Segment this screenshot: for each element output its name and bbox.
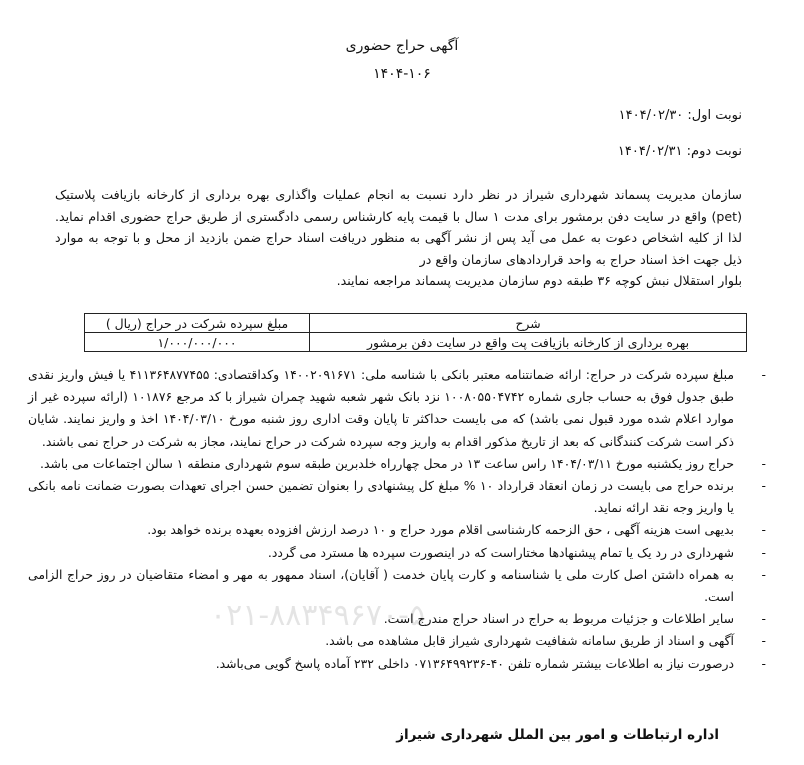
- phone-watermark: ۰۲۱-۸۸۳۴۹۶۷۰-۵: [210, 598, 426, 633]
- list-item: [28, 564, 772, 608]
- bullet-dash: -: [761, 611, 766, 627]
- row-deposit-amount: ۱/۰۰۰/۰۰۰/۰۰۰: [85, 333, 310, 352]
- term-guarantee: برنده حراج می بایست در زمان انعقاد قرارداد ۱۰ % مبلغ کل پیشنهادی را بعنوان تضمین حسن اجرای تعهدات بصورت ضمانت نامه بانکی یا واریز وجه نقد ارائه نماید.: [28, 478, 735, 516]
- term-documents: به همراه داشتن اصل کارت ملی یا شناسنامه و کارت پایان خدمت ( آقایان)، اسناد ممهور به مهر و امضاء متقاضیان در روز حراج الزامی است.: [28, 566, 734, 605]
- deposit-table: [84, 313, 747, 352]
- bullet-dash: -: [761, 544, 766, 560]
- list-item: [28, 475, 772, 519]
- row-description: بهره برداری از کارخانه بازیافت پت واقع در سایت دفن برمشور: [310, 333, 747, 352]
- list-item: [28, 542, 772, 564]
- header-description: شرح: [310, 314, 747, 333]
- issuer-signature: اداره ارتباطات و امور بین الملل شهرداری شیراز: [396, 727, 719, 743]
- term-other-info: سایر اطلاعات و جزئیات مربوط به حراج در اسناد حراج مندرج است.: [383, 611, 734, 627]
- bullet-dash: -: [761, 367, 766, 382]
- bullet-dash: -: [761, 478, 766, 494]
- term-auction-time: حراج روز یکشنبه مورخ ۱۴۰۴/۰۳/۱۱ راس ساعت ۱۳ در محل چهارراه خلدبرین طبقه سوم شهرداری منطقه ۱ سالن اجتماعات می باشد.: [40, 455, 734, 471]
- header-deposit-amount: مبلغ سپرده شرکت در حراج (ریال ): [85, 314, 310, 333]
- list-item: [28, 653, 772, 675]
- list-item: [28, 608, 772, 630]
- notice-number: ۱۴۰۴-۱۰۶: [373, 66, 431, 82]
- list-item: [28, 630, 772, 652]
- bullet-dash: -: [761, 566, 766, 582]
- bullet-dash: -: [761, 522, 766, 538]
- notice-title: آگهی حراج حضوری: [345, 38, 459, 54]
- terms-list: [28, 364, 772, 675]
- bullet-dash: -: [761, 455, 766, 471]
- term-transparency: آگهی و اسناد از طریق سامانه شفافیت شهرداری شیراز قابل مشاهده می باشد.: [325, 633, 734, 649]
- intro-paragraph: [55, 184, 742, 292]
- bullet-dash: -: [761, 655, 766, 671]
- list-item: [28, 364, 772, 453]
- table-row: [85, 333, 747, 352]
- term-contact-phone: درصورت نیاز به اطلاعات بیشتر شماره تلفن ۴۰-۰۷۱۳۶۴۹۹۲۳۶ داخلی ۲۳۲ آماده پاسخ گویی می‌باشد.: [215, 655, 734, 671]
- bullet-dash: -: [761, 633, 766, 649]
- first-turn-date: نوبت اول: ۱۴۰۴/۰۲/۳۰: [618, 108, 742, 123]
- table-header-row: [85, 314, 747, 333]
- term-rejection: شهرداری در رد یک یا تمام پیشنهادها مختاراست که در اینصورت سپرده ها مسترد می گردد.: [267, 544, 734, 560]
- term-deposit: مبلغ سپرده شرکت در حراج: ارائه ضمانتنامه معتبر بانکی با شناسه ملی: ۱۴۰۰۲۰۹۱۶۷۱ وکداقتصادی: ۴۱۱۳۶۴۸۷۷۴۵۵ یا فیش واریز نقدی طبق جدول فوق به حساب جاری شماره ۱۰۰۸۰۵۵۰۴۷۴۲ نزد بانک شهر شعبه شهید چمران شیراز با کد مرجع ۱۰۱۸۷۶ (ارائه سپرده غیر از موارد اعلام شده مورد قبول نمی باشد) که می بایست حداکثر تا پایان وقت اداری روز شنبه مورخ ۱۴۰۴/۰۳/۱۰ اخذ و واریز نمایند. شایان ذکر است شرکت کنندگانی که بعد از تاریخ مذکور اقدام به واریز وجه سپرده شرکت در حراج نمایند، مجاز به شرکت در حراج نمی باشند.: [28, 367, 735, 449]
- term-costs: بدیهی است هزینه آگهی ، حق الزحمه کارشناسی اقلام مورد حراج و ۱۰ درصد ارزش افزوده بعهده برنده خواهد بود.: [147, 522, 734, 538]
- intro-text-last-line: بلوار استقلال نبش کوچه ۳۶ طبقه دوم سازمان مدیریت پسماند مراجعه نمایند.: [336, 273, 742, 288]
- intro-text: سازمان مدیریت پسماند شهرداری شیراز در نظر دارد نسبت به انجام عملیات واگذاری بهره برداری از کارخانه بازیافت پلاستیک (pet) واقع در سایت دفن برمشور برای مدت ۱ سال با قیمت پایه کارشناس رسمی دادگستری از طریق حراج حضوری اقدام نماید. لذا از کلیه اشخاص دعوت به عمل می آید پس از نشر آگهی به منظور دریافت اسناد حراج ضمن بازدید از محل و با توجه به موارد ذیل جهت اخذ اسناد حراج به واحد قراردادهای سازمان واقع در: [55, 187, 743, 267]
- second-turn-date: نوبت دوم: ۱۴۰۴/۰۲/۳۱: [617, 144, 742, 159]
- list-item: [28, 519, 772, 541]
- list-item: [28, 453, 772, 475]
